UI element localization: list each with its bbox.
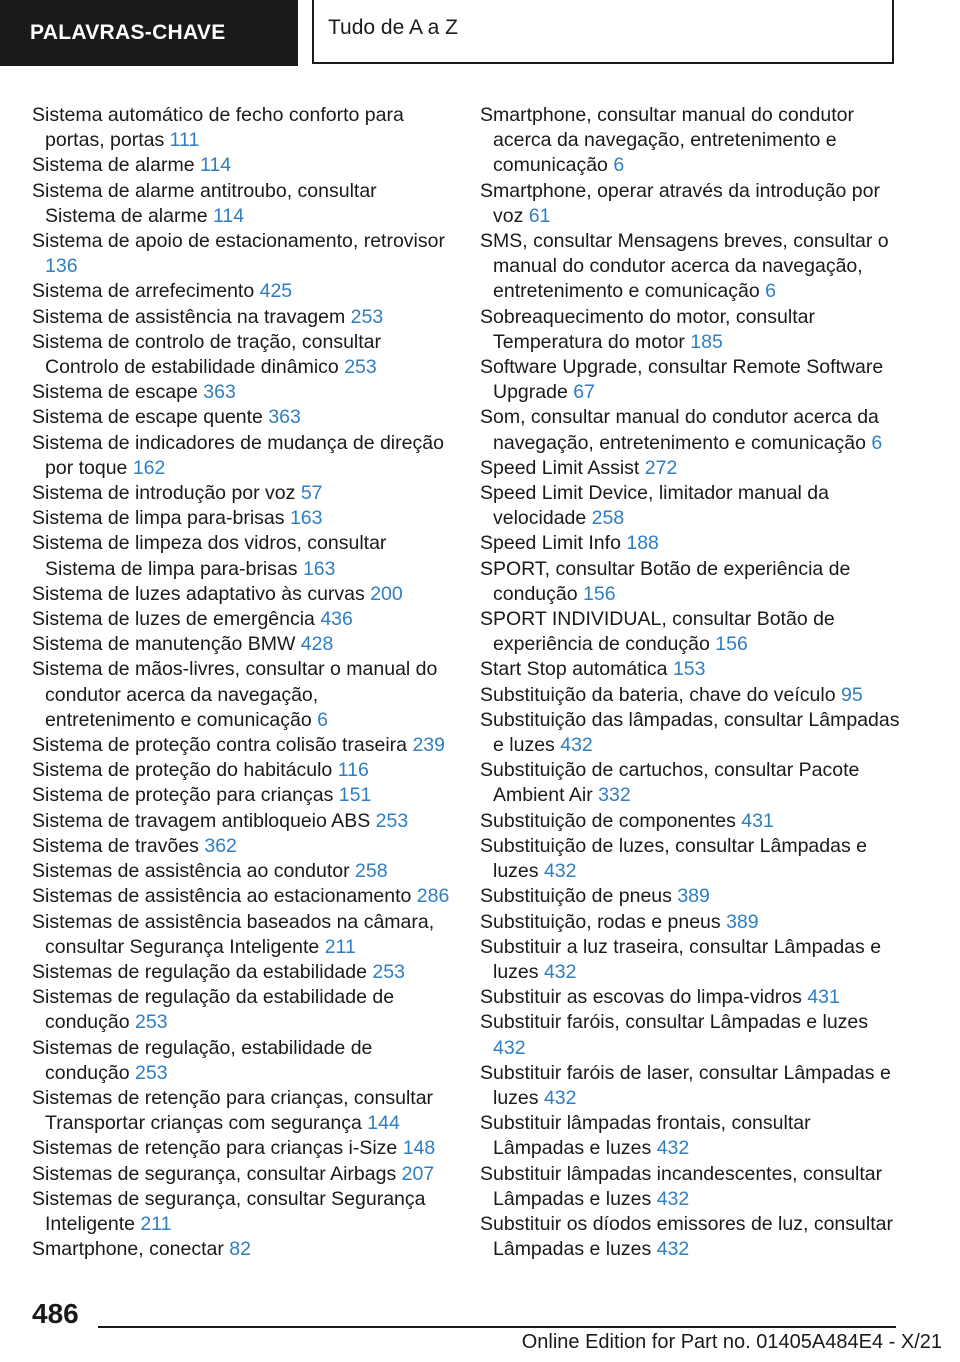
index-entry [480,355,900,405]
index-entry-text: SPORT INDIVIDUAL, consultar Botão de experiência de condução [480,608,835,656]
index-entry-text: Substituir a luz traseira, consultar Lâmpadas e luzes [480,935,882,983]
index-entry [32,657,452,733]
index-entry-text: Som, consultar manual do condutor acerca da navegação, entretenimento e comunicação [480,406,879,454]
index-entry [32,405,452,430]
page-link[interactable]: 6 [871,431,883,454]
page-link[interactable]: 253 [135,1011,168,1034]
index-entry-text: Sistema de introdução por voz [32,482,296,505]
page-link[interactable]: 211 [324,935,356,958]
index-entry [32,531,452,581]
index-entry-text: Sistemas de retenção para crianças, consultar Transportar crianças com segurança [32,1086,434,1135]
index-entry-text: Sistema de limpa para-brisas [32,507,285,530]
index-entry [32,582,452,607]
page-link[interactable]: 436 [320,608,353,631]
page-link[interactable]: 148 [402,1137,436,1160]
index-entry-text: Sistema de proteção para crianças [32,784,334,807]
page-link[interactable]: 432 [656,1137,690,1160]
index-entry-text: Smartphone, operar através da introdução por voz [480,179,880,227]
page-link[interactable]: 144 [367,1112,400,1135]
index-entry-text: Substituição de cartuchos, consultar Pacote Ambient Air [480,759,860,807]
index-entry [32,859,452,884]
page-link[interactable]: 188 [626,532,659,555]
page-link[interactable]: 431 [807,986,840,1009]
index-entry-text: Sistema de controlo de tração, consultar Controlo de estabilidade dinâmico [32,330,382,379]
index-entry [480,1111,900,1161]
index-entry-text: Substituição de luzes, consultar Lâmpadas e luzes [480,834,867,883]
index-entry [32,229,452,279]
index-entry [32,607,452,632]
page-link[interactable]: 163 [289,507,323,530]
index-entry [480,683,900,708]
page-link[interactable]: 253 [350,305,384,328]
index-entry-text: Sistemas de assistência ao estacionamento [32,885,412,908]
index-entry [32,733,452,758]
index-column-right [480,103,900,1262]
index-entry-text: Substituição de componentes [480,809,736,832]
index-column-left [32,103,452,1262]
index-entry-text: Speed Limit Assist [480,456,640,479]
index-entry-text: Sistema de mãos-livres, consultar o manual do condutor acerca da navegação, entretenimento e comunicação [32,658,438,731]
index-entry-text: Sistemas de regulação da estabilidade [32,960,367,983]
index-entry-text: Substituição das lâmpadas, consultar Lâmpadas e luzes [480,708,900,757]
index-entry [480,405,900,455]
index-entry [32,431,452,481]
index-entry-text: Speed Limit Info [480,532,621,555]
page-link[interactable]: 156 [715,633,748,656]
page-link[interactable]: 114 [213,204,245,227]
page-link[interactable]: 61 [528,204,551,227]
page-link[interactable]: 67 [573,381,595,404]
page-link[interactable]: 432 [543,960,577,983]
index-entry [32,834,452,859]
index-entry-text: Substituir as escovas do limpa-vidros [480,986,802,1009]
index-entry-text: Sistema de arrefecimento [32,280,255,303]
index-entry [480,758,900,808]
index-entry-text: Smartphone, conectar [32,1238,224,1261]
page-link[interactable]: 151 [338,784,372,807]
page-link[interactable]: 116 [337,759,369,782]
index-entry [32,1136,452,1161]
index-entry-text: Sistemas de assistência baseados na câmara, consultar Segurança Inteligente [32,910,435,958]
index-entry-text: Substituição de pneus [480,885,672,908]
index-entry-text: Substituição, rodas e pneus [480,910,721,933]
page-link[interactable]: 185 [690,330,723,353]
page-link[interactable]: 286 [416,885,450,908]
index-entry-text: Sistemas de regulação, estabilidade de condução [32,1036,373,1084]
index-entry [32,481,452,506]
page-link[interactable]: 428 [300,633,334,656]
footer-edition: Online Edition for Part no. 01405A484E4 - X/21 [521,1331,942,1353]
index-entry [480,935,900,985]
index-entry-text: Sistema de proteção contra colisão traseira [32,734,408,757]
index-entry [32,1086,452,1136]
page-link[interactable]: 136 [45,255,78,278]
index-entry [480,481,900,531]
page-header [0,0,960,66]
page-link[interactable]: 6 [765,280,776,303]
index-entry-text: Sistema de assistência na travagem [32,305,346,328]
index-entry-text: Software Upgrade, consultar Remote Software Upgrade [480,356,884,404]
index-entry [480,607,900,657]
index-entry [32,305,452,330]
index-entry [32,910,452,960]
index-entry [32,1162,452,1187]
index-entry [32,506,452,531]
section-tab: PALAVRAS-CHAVE [0,0,298,66]
page-link[interactable]: 432 [656,1187,690,1210]
index-entry-text: Sistema de alarme [32,154,195,177]
index-entry [32,632,452,657]
page-link[interactable]: 431 [741,809,774,832]
page-link[interactable]: 6 [613,154,625,177]
page-link[interactable]: 258 [591,507,625,530]
index-entry-text: Substituir lâmpadas incandescentes, consultar Lâmpadas e luzes [480,1162,883,1210]
page-link[interactable]: 114 [200,154,232,177]
index-entry-text: SPORT, consultar Botão de experiência de condução [480,557,851,605]
page-link[interactable]: 389 [677,885,710,908]
page-link[interactable]: 253 [344,356,377,379]
index-entry-text: Sistema de travagem antibloqueio ABS [32,809,371,832]
page-link[interactable]: 82 [229,1238,251,1261]
index-entry-text: Sistemas de regulação da estabilidade de condução [32,986,395,1034]
index-entry [480,557,900,607]
page-link[interactable]: 211 [140,1212,172,1235]
page-link[interactable]: 432 [543,860,577,883]
page-link[interactable]: 432 [656,1238,690,1261]
index-entry [480,1212,900,1262]
index-entry [480,910,900,935]
page-link[interactable]: 200 [370,582,403,605]
page-link[interactable]: 253 [135,1061,168,1084]
page-link[interactable]: 332 [598,784,631,807]
page-link[interactable]: 253 [375,809,409,832]
page-link[interactable]: 156 [583,582,616,605]
page-link[interactable]: 272 [644,456,678,479]
index-entry-text: Sistema de limpeza dos vidros, consultar Sistema de limpa para-brisas [32,532,387,580]
index-entry [32,380,452,405]
index-entry-text: Sistema de indicadores de mudança de direção por toque [32,431,444,479]
page-link[interactable]: 111 [169,129,200,152]
index-entry-text: Sistema de alarme antitroubo, consultar Sistema de alarme [32,179,377,227]
page-link[interactable]: 432 [543,1086,577,1109]
index-entry-text: Sistema automático de fecho conforto para portas, portas [32,104,404,152]
index-entry [480,985,900,1010]
index-entry [480,229,900,305]
page-link[interactable]: 258 [355,860,388,883]
index-entry [480,179,900,229]
index-entry [32,884,452,909]
index-entry-text: Sistema de escape quente [32,406,263,429]
page-link[interactable]: 389 [726,910,759,933]
page-link[interactable]: 239 [412,734,445,757]
index-entry [32,179,452,229]
index-entry [32,279,452,304]
page-link[interactable]: 6 [317,708,328,731]
page-link[interactable]: 163 [302,557,336,580]
index-entry [480,884,900,909]
page-link[interactable]: 425 [259,280,293,303]
page-link[interactable]: 57 [300,482,323,505]
index-entry [32,1187,452,1237]
index-entry-text: Substituir lâmpadas frontais, consultar Lâmpadas e luzes [480,1112,811,1160]
index-entry [32,985,452,1035]
index-entry-text: Sistemas de retenção para crianças i-Size [32,1137,398,1160]
index-entry-text: Sistema de manutenção BMW [32,633,296,656]
footer-divider [98,1326,896,1328]
index-entry [480,1162,900,1212]
page-link[interactable]: 363 [268,406,301,429]
index-entry-text: Substituir faróis de laser, consultar Lâmpadas e luzes [480,1061,891,1109]
index-entry [32,103,452,153]
index-entry-text: Substituição da bateria, chave do veículo [480,683,836,706]
page-link[interactable]: 207 [401,1162,435,1185]
index-entry-text: Sistemas de segurança, consultar Segurança Inteligente [32,1187,426,1235]
index-entry [480,708,900,758]
index-entry [32,1237,452,1262]
index-entry-text: Substituir faróis, consultar Lâmpadas e luzes [480,1011,869,1034]
index-entry-text: Start Stop automática [480,658,668,681]
index-entry [480,809,900,834]
page-link[interactable]: 363 [203,381,236,404]
index-entry [32,330,452,380]
page-link[interactable]: 153 [672,658,706,681]
index-entry [480,1061,900,1111]
index-entry-text: SMS, consultar Mensagens breves, consultar o manual do condutor acerca da navegação, entretenimento e comunicação [480,230,889,303]
index-entry-text: Sistemas de segurança, consultar Airbags [32,1162,397,1185]
index-entry [480,1010,900,1060]
index-entry [480,531,900,556]
index-entry [32,960,452,985]
index-entry-text: Sistema de escape [32,381,198,404]
page-link[interactable]: 253 [372,960,405,983]
page-link[interactable]: 432 [560,734,593,757]
index-entry-text: Speed Limit Device, limitador manual da velocidade [480,482,830,530]
index-entry [480,103,900,179]
index-entry-text: Sistema de travões [32,834,199,857]
index-entry [32,809,452,834]
index-entry-text: Sistemas de assistência ao condutor [32,860,350,883]
index-entry [32,783,452,808]
page-number: 486 [32,1298,79,1329]
index-entry-text: Sistema de luzes adaptativo às curvas [32,582,365,605]
index-entry-text: Substituir os díodos emissores de luz, consultar Lâmpadas e luzes [480,1212,893,1261]
index-entry [480,834,900,884]
index-entry [480,456,900,481]
page-link[interactable]: 362 [204,834,237,857]
index-entry [480,657,900,682]
page-link[interactable]: 162 [132,456,166,479]
page-link[interactable]: 95 [840,683,863,706]
index-entry [32,758,452,783]
index-entry-text: Sobreaquecimento do motor, consultar Temperatura do motor [480,305,815,353]
index-entry-text: Sistema de luzes de emergência [32,608,315,631]
index-entry [480,305,900,355]
index-entry [32,153,452,178]
index-entry-text: Smartphone, consultar manual do condutor acerca da navegação, entretenimento e comunicação [480,104,854,177]
index-entry-text: Sistema de apoio de estacionamento, retrovisor [32,230,445,253]
index-entry [32,1036,452,1086]
page-link[interactable]: 432 [493,1036,526,1059]
header-title: Tudo de A a Z [312,0,894,64]
index-entry-text: Sistema de proteção do habitáculo [32,759,333,782]
